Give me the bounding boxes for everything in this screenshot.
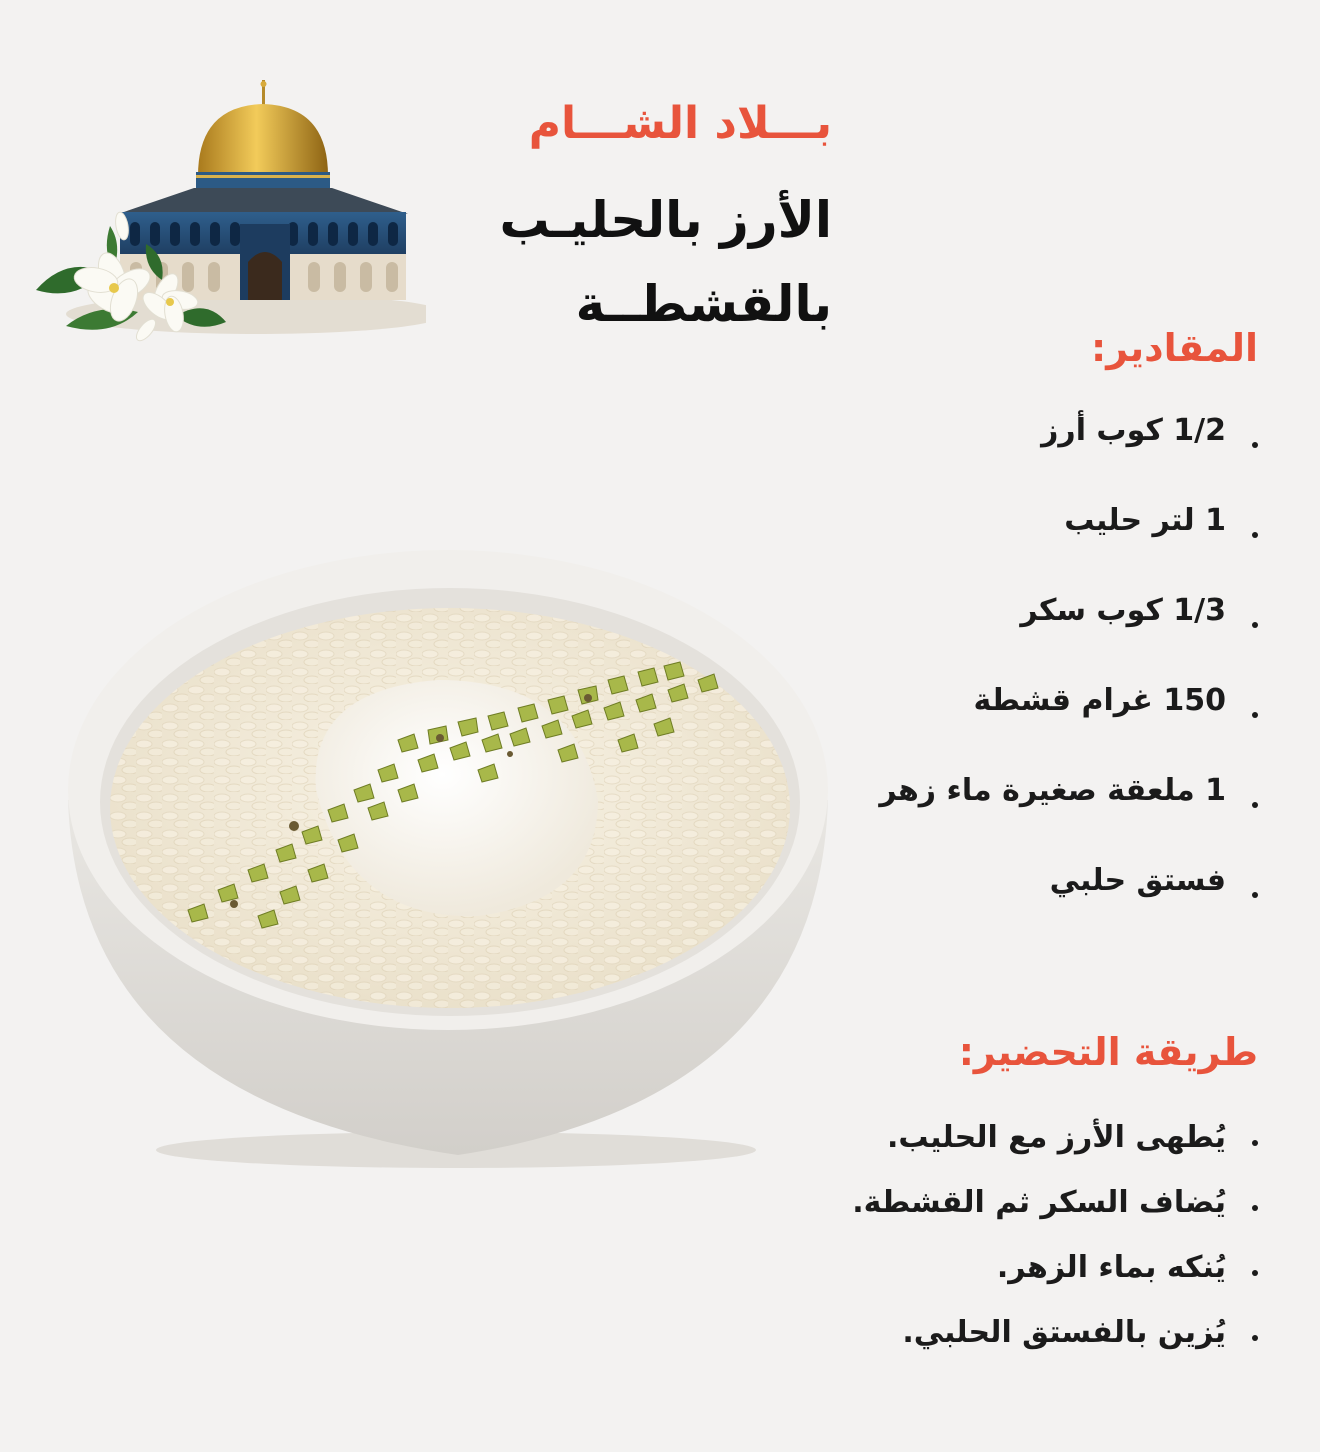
dome-of-the-rock-image (26, 76, 426, 346)
ingredients-list (879, 400, 1258, 940)
step-text: يُزين بالفستق الحلبي. (902, 1315, 1226, 1350)
bullet-icon (1252, 1335, 1258, 1341)
step-text: يُنكه بماء الزهر. (996, 1250, 1226, 1285)
list-item (879, 580, 1258, 670)
bullet-icon (1252, 442, 1258, 448)
bullet-icon (1252, 1205, 1258, 1211)
bullet-icon (1252, 1270, 1258, 1276)
region-title: بـــلاد الشـــام (528, 98, 832, 149)
ingredient-text: 150 غرام قشطة (973, 683, 1226, 718)
ingredient-text: 1/3 كوب سكر (1020, 593, 1226, 628)
list-item (852, 1305, 1258, 1370)
bullet-icon (1252, 892, 1258, 898)
ingredient-text: 1 لتر حليب (1064, 503, 1226, 538)
bullet-icon (1252, 712, 1258, 718)
list-item (879, 490, 1258, 580)
bullet-icon (1252, 802, 1258, 808)
bullet-icon (1252, 1140, 1258, 1146)
step-text: يُطهى الأرز مع الحليب. (886, 1120, 1226, 1155)
list-item (852, 1110, 1258, 1175)
preparation-heading: طريقة التحضير: (958, 1030, 1258, 1074)
ingredient-text: 1/2 كوب أرز (1041, 413, 1226, 448)
rice-pudding-bowl-image (58, 540, 838, 1180)
ingredients-heading: المقادير: (1091, 326, 1258, 370)
recipe-title: الأرز بالحليـب بالقشطــة (499, 191, 832, 333)
ingredient-text: 1 ملعقة صغيرة ماء زهر (879, 773, 1226, 808)
list-item (879, 670, 1258, 760)
bullet-icon (1252, 622, 1258, 628)
list-item (879, 760, 1258, 850)
ingredient-text: فستق حلبي (1049, 863, 1226, 898)
list-item (879, 850, 1258, 940)
bullet-icon (1252, 532, 1258, 538)
step-text: يُضاف السكر ثم القشطة. (852, 1185, 1226, 1220)
preparation-list (852, 1110, 1258, 1370)
list-item (852, 1240, 1258, 1305)
list-item (879, 400, 1258, 490)
list-item (852, 1175, 1258, 1240)
